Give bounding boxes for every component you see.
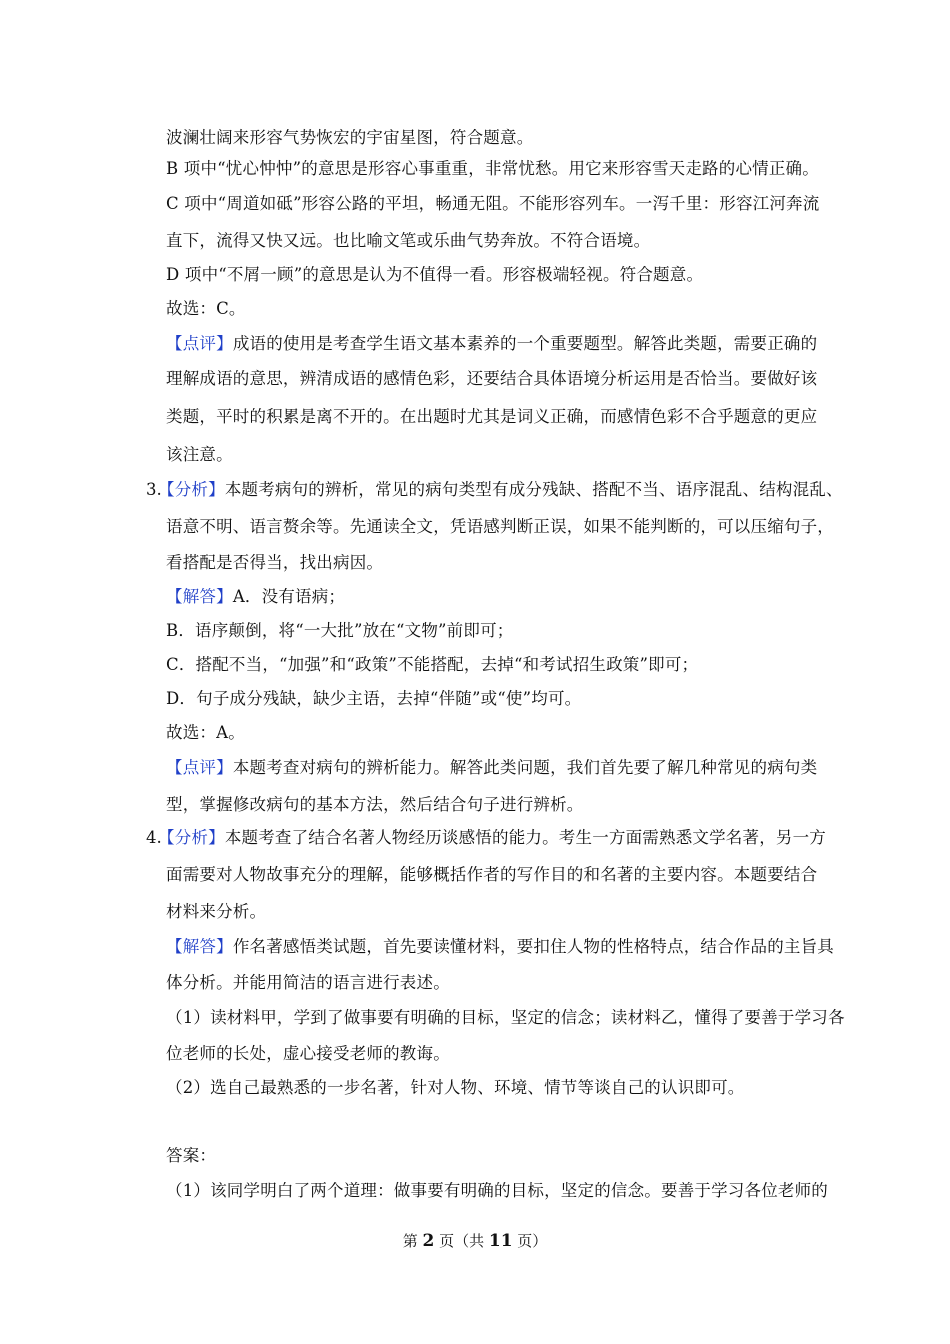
- review-tag: 【点评】: [166, 334, 233, 353]
- q4-key-line-1: （1）该同学明白了两个道理：做事要有明确的目标，坚定的信念。要善于学习各位老师的: [166, 1181, 828, 1200]
- q2-text-line-4: 直下，流得又快又远。也比喻文笔或乐曲气势奔放。不符合语境。: [166, 231, 651, 250]
- footer-page-number: 2: [422, 1231, 435, 1251]
- q3-answer-line-1: [166, 586, 816, 608]
- q4-answer-line-2: 体分析。并能用简洁的语言进行表述。: [166, 973, 450, 992]
- q2-text-line-5: D 项中“不屑一顾”的意思是认为不值得一看。形容极端轻视。符合题意。: [166, 265, 704, 284]
- q2-review-line-1: [166, 333, 816, 355]
- q2-review-line-3: 类题，平时的积累是离不开的。在出题时尤其是词义正确，而感情色彩不合乎题意的更应: [166, 407, 818, 426]
- q2-review-line-2: 理解成语的意思，辨清成语的感情色彩，还要结合具体语境分析运用是否恰当。要做好该: [166, 369, 818, 388]
- q2-text-line-3: C 项中“周道如砥”形容公路的平坦，畅通无阻。不能形容列车。一泻千里：形容江河奔流: [166, 194, 820, 213]
- q4-answer-line-1: [166, 936, 835, 958]
- q2-review-text-1: 成语的使用是考查学生语文基本素养的一个重要题型。解答此类题，需要正确的: [232, 334, 818, 353]
- q3-answer-line-3: C．搭配不当，“加强”和“政策”不能搭配，去掉“和考试招生政策”即可；: [166, 655, 699, 674]
- q2-review-line-4: 该注意。: [166, 445, 233, 464]
- q3-number: 3.: [146, 480, 162, 499]
- footer-prefix: 第: [402, 1232, 423, 1250]
- q2-text-line-6: 故选：C。: [166, 299, 246, 318]
- answer-tag: 【解答】: [166, 937, 233, 956]
- q3-review-text-1: 本题考查对病句的辨析能力。解答此类问题，我们首先要了解几种常见的病句类: [232, 758, 818, 777]
- page-footer: [0, 1230, 950, 1252]
- q4-answer-line-5: （2）选自己最熟悉的一步名著，针对人物、环境、情节等谈自己的认识即可。: [166, 1078, 745, 1097]
- answer-tag: 【解答】: [166, 587, 233, 606]
- q4-analysis-line-2: 面需要对人物故事充分的理解，能够概括作者的写作目的和名著的主要内容。本题要结合: [166, 865, 818, 884]
- review-tag: 【点评】: [166, 758, 233, 777]
- q4-answer-text-1: 作名著感悟类试题，首先要读懂材料，要扣住人物的性格特点，结合作品的主旨具: [232, 937, 835, 956]
- q3-answer-line-2: B．语序颠倒，将“一大批”放在“文物”前即可；: [166, 621, 514, 640]
- q2-text-line-2: B 项中“忧心忡忡”的意思是形容心事重重，非常忧愁。用它来形容雪天走路的心情正确。: [166, 159, 819, 178]
- q4-analysis-line-3: 材料来分析。: [166, 902, 267, 921]
- footer-suffix: 页）: [512, 1232, 548, 1250]
- q4-answer-line-4: 位老师的长处，虚心接受老师的教诲。: [166, 1044, 450, 1063]
- q3-analysis-line-3: 看搭配是否得当，找出病因。: [166, 553, 384, 572]
- q4-analysis-line-1: [158, 827, 827, 849]
- q3-analysis-line-2: 语意不明、语言赘余等。先通读全文，凭语感判断正误，如果不能判断的，可以压缩句子，: [166, 517, 834, 536]
- q3-answer-text-1: A．没有语病；: [232, 587, 346, 606]
- q3-review-line-2: 型，掌握修改病句的基本方法，然后结合句子进行辨析。: [166, 795, 584, 814]
- q4-number: 4.: [146, 828, 162, 847]
- q3-review-line-1: [166, 757, 816, 779]
- q3-analysis-line-1: [158, 479, 843, 501]
- q3-analysis-text-1: 本题考病句的辨析，常见的病句类型有成分残缺、搭配不当、语序混乱、结构混乱、: [224, 480, 843, 499]
- q3-answer-line-5: 故选：A。: [166, 723, 245, 742]
- q4-key-label: 答案：: [166, 1146, 217, 1165]
- analysis-tag: 【分析】: [158, 828, 225, 847]
- q3-answer-line-4: D．句子成分残缺，缺少主语，去掉“伴随”或“使”均可。: [166, 689, 582, 708]
- footer-mid: 页（共: [434, 1232, 489, 1250]
- footer-total-pages: 11: [488, 1231, 513, 1251]
- analysis-tag: 【分析】: [158, 480, 225, 499]
- q2-text-line-1: 波澜壮阔来形容气势恢宏的宇宙星图，符合题意。: [166, 128, 534, 147]
- q4-analysis-text-1: 本题考查了结合名著人物经历谈感悟的能力。考生一方面需熟悉文学名著，另一方: [224, 828, 827, 847]
- q4-answer-line-3: （1）读材料甲，学到了做事要有明确的目标，坚定的信念；读材料乙，懂得了要善于学习各: [166, 1008, 845, 1027]
